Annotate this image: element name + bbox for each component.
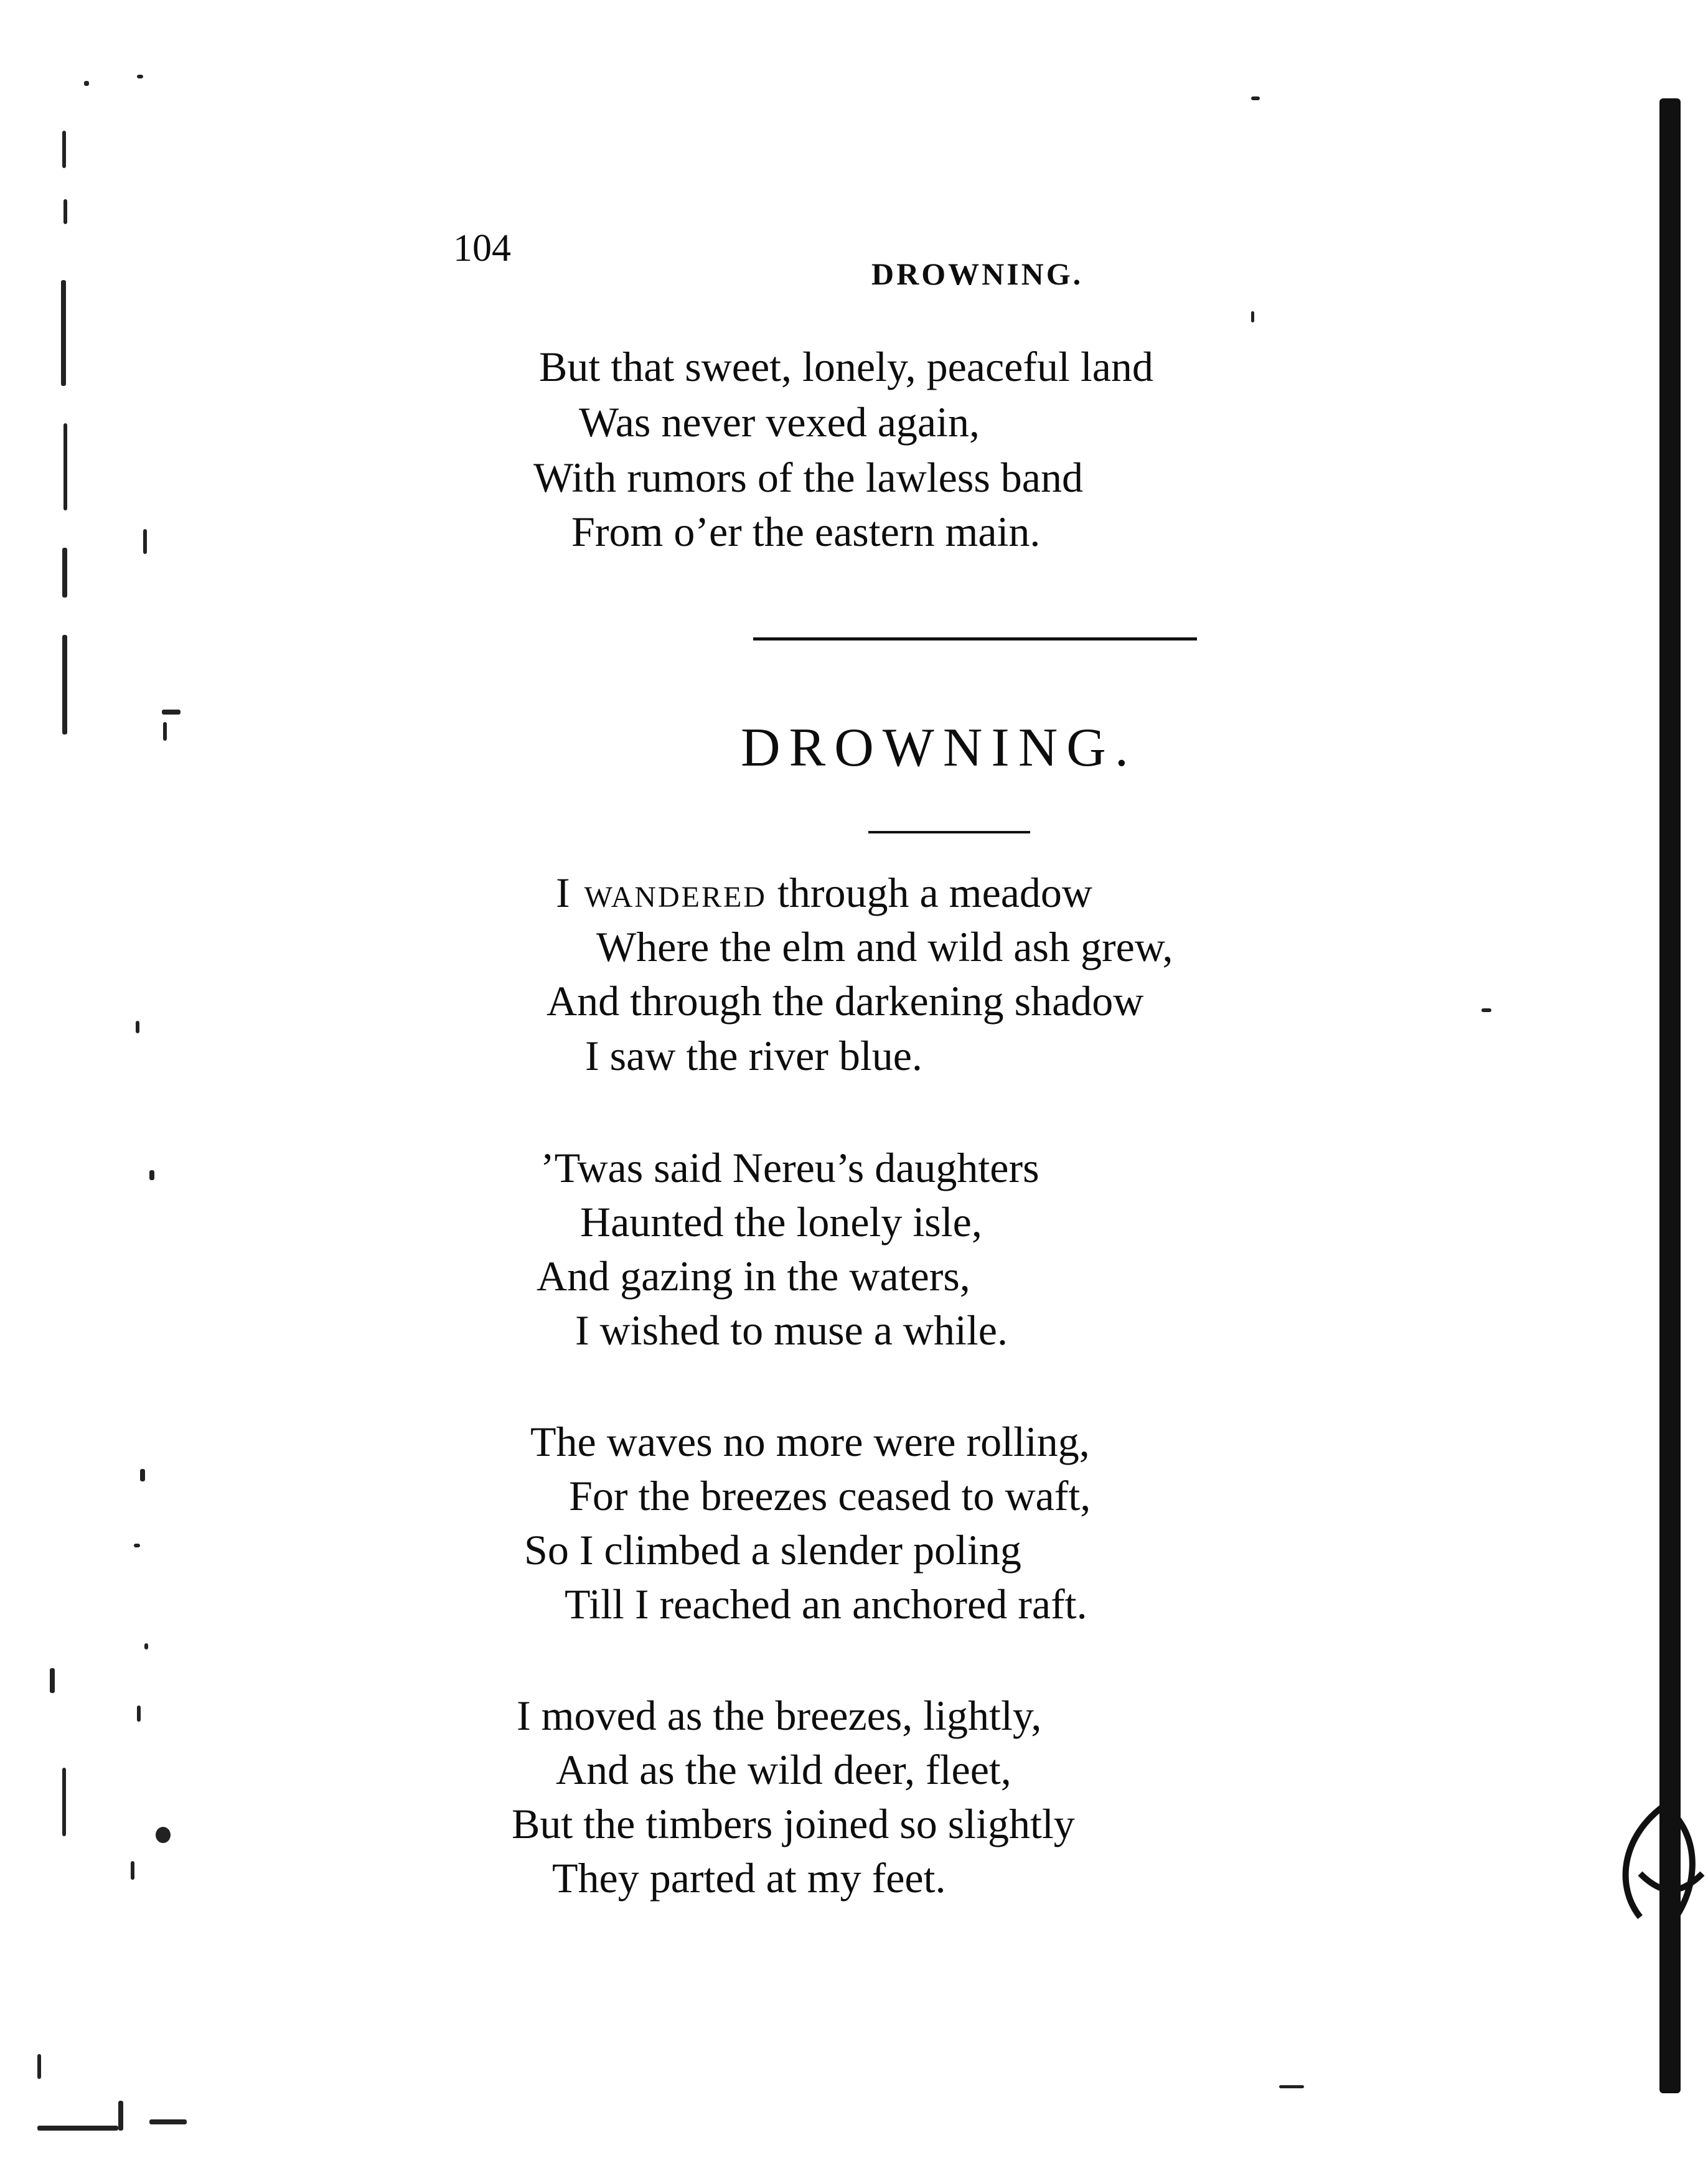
line-rest: through a meadow <box>766 869 1093 916</box>
margin-speck <box>1251 311 1254 322</box>
page-number: 104 <box>453 227 511 270</box>
poem-line: For the breezes ceased to waft, <box>569 1472 1091 1519</box>
poem-line: And gazing in the waters, <box>537 1252 970 1300</box>
opening-small-caps: I wandered <box>556 869 767 916</box>
poem-line: Till I reached an anchored raft. <box>565 1580 1087 1628</box>
binding-strip <box>1659 98 1681 2093</box>
poem-line: But that sweet, lonely, peaceful land <box>539 343 1153 390</box>
poem-line: I saw the river blue. <box>585 1032 922 1079</box>
poem-line <box>556 871 1092 914</box>
poem-line: They parted at my feet. <box>552 1854 946 1902</box>
section-divider-rule <box>753 637 1197 640</box>
poem-line: So I climbed a slender poling <box>524 1526 1021 1574</box>
poem-line: And through the darkening shadow <box>547 977 1144 1025</box>
margin-speck <box>1279 2085 1304 2088</box>
poem-line: From o’er the eastern main. <box>571 508 1041 555</box>
margin-speck <box>1481 1008 1491 1012</box>
poem-line: The waves no more were rolling, <box>530 1418 1090 1465</box>
binding-thread-loop <box>1597 1799 1708 1930</box>
poem-line: And as the wild deer, fleet, <box>556 1746 1011 1793</box>
margin-speck <box>1251 96 1260 100</box>
poem-line: But the timbers joined so slightly <box>512 1800 1075 1847</box>
poem-line: ’Twas said Nereu’s daughters <box>540 1144 1039 1191</box>
poem-line: I wished to muse a while. <box>575 1307 1008 1354</box>
title-underline-rule <box>868 831 1030 833</box>
left-margin-artifacts <box>25 75 187 2079</box>
poem-line: Haunted the lonely isle, <box>580 1198 982 1246</box>
poem-line: Was never vexed again, <box>579 398 980 446</box>
running-title: DROWNING. <box>871 256 1084 291</box>
poem-title: DROWNING. <box>741 718 1137 778</box>
poem-line: With rumors of the lawless band <box>533 454 1083 501</box>
poem-line: Where the elm and wild ash grew, <box>596 923 1173 970</box>
poem-line: I moved as the breezes, lightly, <box>517 1692 1042 1739</box>
